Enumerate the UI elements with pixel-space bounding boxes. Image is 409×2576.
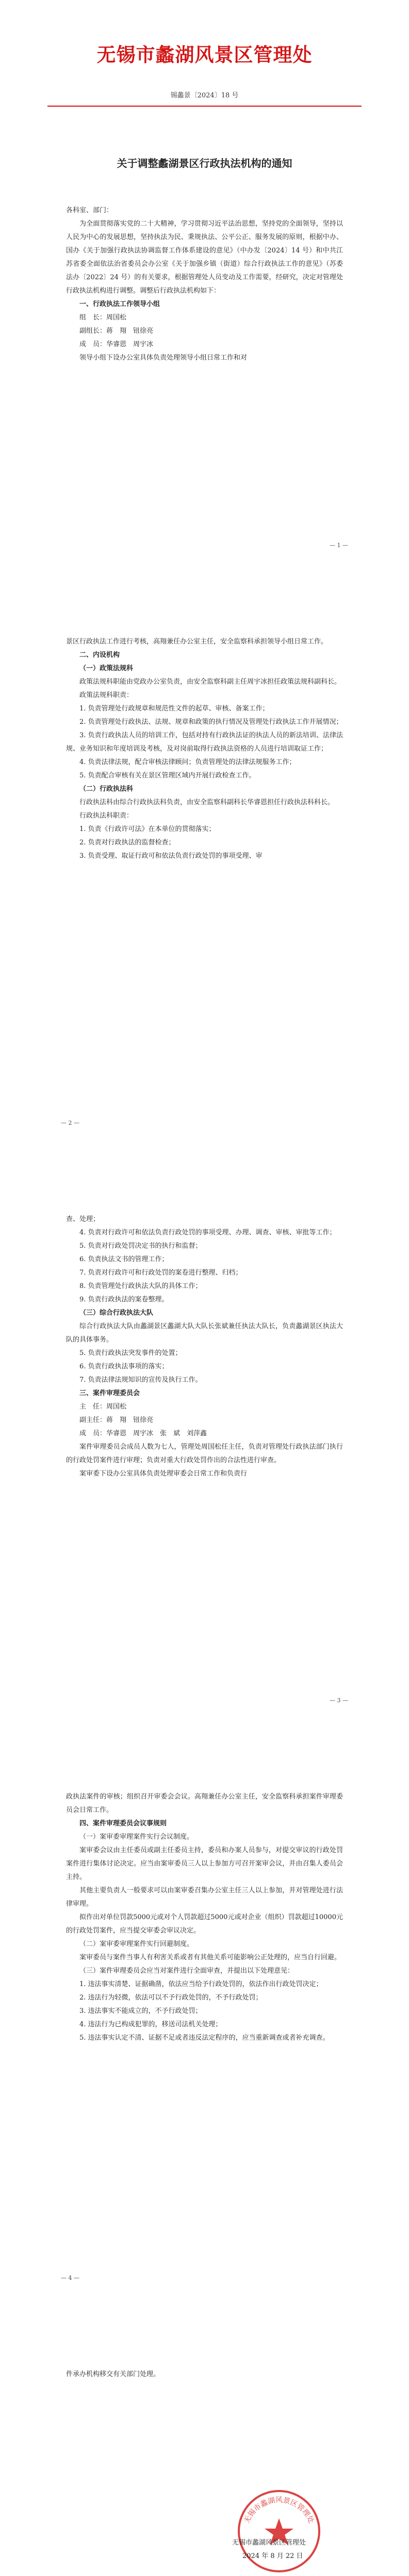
- subsection-heading: （二）行政执法科: [79, 785, 134, 793]
- document-number: 锡蠡景〔2024〕18 号: [170, 92, 239, 99]
- paragraph: 行政执法科职责：: [79, 812, 134, 820]
- list-item: 1. 负责管理处行政规章和规范性文件的起草、审核、备案工作；: [79, 705, 269, 713]
- list-item: 2. 负责管理处行政执法、法规、规章和政策的执行情况及管理处行政执法工作开展情况；: [79, 718, 343, 726]
- list-item: 1. 负责《行政许可法》在本单位的贯彻落实；: [79, 825, 216, 833]
- issuer-name: 无锡市蠡湖风景区管理处: [232, 2539, 306, 2547]
- page-2: [0, 578, 409, 1155]
- deputy-line: 副组长：蒋 翔 钮徐亮: [79, 327, 154, 335]
- list-item: 4. 违法行为已构成犯罪的，移送司法机关处理；: [79, 2021, 222, 2028]
- list-item: 3. 负责行政执法人员的培训工作，包括对持有行政执法证的执法人员的新法培训、法律法规、业务知识和年度培训及考核，及对岗前取得行政执法资格的人员进行培训取证工作；: [66, 732, 343, 753]
- paragraph: 其他主要负责人一般要求可以由案审委召集办公室主任三人以上参加，并对管理处进行法律审理。: [66, 1887, 343, 1908]
- section-heading: 一、行政执法工作领导小组: [79, 300, 160, 308]
- page-5-body: [66, 2368, 343, 2381]
- document-title: 关于调整蠡湖景区行政执法机构的通知: [117, 157, 292, 170]
- paragraph: 案审委会议由主任委员或副主任委员主持，委员和办案人员参与，对提交审议的行政处罚案件进行集体讨论决定。应当由案审委员三人以上参加方可召开案审会议，并由召集人委员会主持。: [66, 1846, 343, 1881]
- page-4: [0, 1733, 409, 2310]
- list-item: 4. 负责对行政许可和依法负责行政处罚的事项受理、办理、调查、审核、审批等工作；: [79, 1229, 336, 1236]
- rule-heading: （三）案件审理委员会应当对案件进行全面审查，并提出以下处理意见：: [79, 1967, 295, 1975]
- issuer-header: 无锡市蠡湖风景区管理处: [96, 43, 313, 66]
- paragraph: 综合行政执法大队由蠡湖景区蠡湖大队大队长张斌兼任执法大队长，负责蠡湖景区执法大队的具体事务。: [66, 1323, 343, 1344]
- paragraph: 政策法规科职责：: [79, 691, 134, 699]
- list-item: 3. 违法事实不能成立的，不予行政处罚；: [79, 2007, 202, 2015]
- paragraph: 景区行政执法工作进行考核，高翔兼任办公室主任，安全监察科承担领导小组日常工作。: [66, 638, 328, 646]
- paragraph: 领导小组下设办公室具体负责处理领导小组日常工作和对: [79, 354, 248, 362]
- list-item: 5. 负责行政执法突发事件的处置；: [79, 1349, 182, 1357]
- page-3: [0, 1155, 409, 1733]
- subsection-heading: （三）综合行政执法大队: [79, 1309, 154, 1317]
- members-line: 成 员：华睿恩 周宇冰: [79, 341, 154, 348]
- list-item: 4. 负责法律法规，配合审核法律顾问；负责管理处的法律法规服务工作；: [79, 758, 296, 766]
- page-5: [0, 2310, 409, 2576]
- list-item: 2. 违法行为轻微，依法可以不予行政处罚的，不予行政处罚；: [79, 1994, 263, 2002]
- paragraph: 政执法案件的审核；组织召开审委会会议。高翔兼任办公室主任，安全监察科承担案件审理委员会日常工作。: [66, 1793, 343, 1814]
- page-2-body: [66, 635, 343, 863]
- page-number: — 3 —: [330, 1697, 348, 1704]
- section-heading: 三、案件审理委员会: [79, 1389, 140, 1397]
- list-item: 8. 负责管理处行政执法大队的具体工作；: [79, 1282, 202, 1290]
- rule-heading: （二）案审委审理案件实行回避制度。: [79, 1940, 194, 1948]
- list-item: 2. 负责对行政执法的监督检查；: [79, 839, 175, 846]
- paragraph: 行政执法科由综合行政执法科负责，由安全监察科副科长华睿恩担任行政执法科科长。: [79, 799, 335, 806]
- paragraph: 案审委下设办公室具体负责处理审委会日常工作和负责行: [79, 1470, 248, 1478]
- leader-line: 组 长：周国松: [79, 314, 127, 321]
- list-item: 5. 负责配合审核有关在景区管理区域内开展行政检查工作。: [79, 772, 256, 779]
- page-number: — 1 —: [330, 542, 348, 549]
- paragraph: 案件审理委员会成员人数为七人，管理处周国松任主任，负责对管理处行政执法部门执行的行政处罚案件进行审理；负责对重大行政处罚作出的合法性进行审查。: [66, 1443, 343, 1464]
- committee-deputy: 副主任：蒋 翔 钮徐亮: [79, 1416, 154, 1424]
- list-item: 7. 负责对行政许可和行政处罚的案卷进行整理、归档；: [79, 1269, 242, 1277]
- page-number: — 2 —: [61, 1120, 79, 1126]
- section-heading: 四、案件审理委员会议事规则: [79, 1820, 167, 1827]
- page-4-body: [66, 1790, 343, 2045]
- committee-head: 主 任：周国松: [79, 1403, 127, 1411]
- list-item: 6. 负责执法文书的管理工作；: [79, 1256, 169, 1263]
- issue-date: 2024 年 8 月 22 日: [242, 2552, 303, 2560]
- salutation: 各科室、部门：: [66, 207, 113, 214]
- list-item: 6. 负责行政执法事项的落实；: [79, 1363, 169, 1370]
- paragraph: 案审委员与案件当事人有利害关系或者有其他关系可能影响公正处理的，应当自行回避。: [79, 1954, 341, 1961]
- list-item: 1. 违法事实清楚、证据确凿，依法应当给予行政处罚的，依法作出行政处罚决定；: [79, 1980, 323, 1988]
- page-1-body: [66, 204, 343, 365]
- page-number: — 4 —: [61, 2275, 79, 2281]
- list-item: 7. 负责法律法规知识的宣传及执行工作。: [79, 1376, 202, 1384]
- paragraph: 政策法规科职能由党政办公室负责，由安全监察科副主任周宇冰担任政策法规科副科长。: [79, 678, 341, 686]
- subsection-heading: （一）政策法规科: [79, 665, 134, 672]
- red-divider: [47, 106, 362, 107]
- paragraph: 查、处理；: [66, 1215, 100, 1223]
- svg-text:无锡市蠡湖风景区管理处: 无锡市蠡湖风景区管理处: [242, 2496, 316, 2525]
- paragraph: 拟作出对单位罚款5000元或对个人罚款超过5000元或对企业（组织）罚款超过10000元的行政处罚案件，应当提交审委会审议决定。: [66, 1913, 343, 1935]
- list-item: 5. 违法事实认定不清、证据不足或者违反法定程序的，应当重新调查或者补充调查。: [79, 2034, 330, 2042]
- list-item: 3. 负责受理、取证行政可和依法负责行政处罚的事项受理、审: [79, 852, 263, 860]
- committee-members: 成 员：华睿恩 周宇冰 张 斌 刘萍鑫: [79, 1430, 207, 1437]
- list-item: 5. 负责对行政处罚决定书的执行和监督；: [79, 1242, 202, 1250]
- page-3-body: [66, 1213, 343, 1481]
- list-item: 9. 负责行政执法的案卷整理。: [79, 1296, 169, 1303]
- paragraph: 件承办机构移交有关部门处理。: [66, 2370, 160, 2378]
- signature-block: [222, 2496, 340, 2576]
- official-seal-icon: [235, 2487, 323, 2575]
- section-heading: 二、内设机构: [79, 651, 120, 659]
- page-1: [0, 0, 409, 578]
- rule-heading: （一）案审委审理案件实行会议制度。: [79, 1833, 194, 1841]
- intro-paragraph: 为全面贯彻落实党的二十大精神，学习贯彻习近平法治思想，坚持党的全面领导，坚持以人民为中心的发展思想，坚持执法为民、秉规执法、公平公正、服务发展的原则，根据中办、国办《关于加强行政执法协调监督工作体系建设的意见》（中办发〔2024〕14 号）和中共江苏省委全面依法治省委员会办公室《关于加强乡镇（街道）综合行政执法工作的意见》（苏委法办〔2022〕24 号）的有关要求，根据管理处人员变动及工作需要，经研究，决定对管理处行政执法机构进行调整。调整后行政执法机构如下：: [66, 220, 343, 295]
